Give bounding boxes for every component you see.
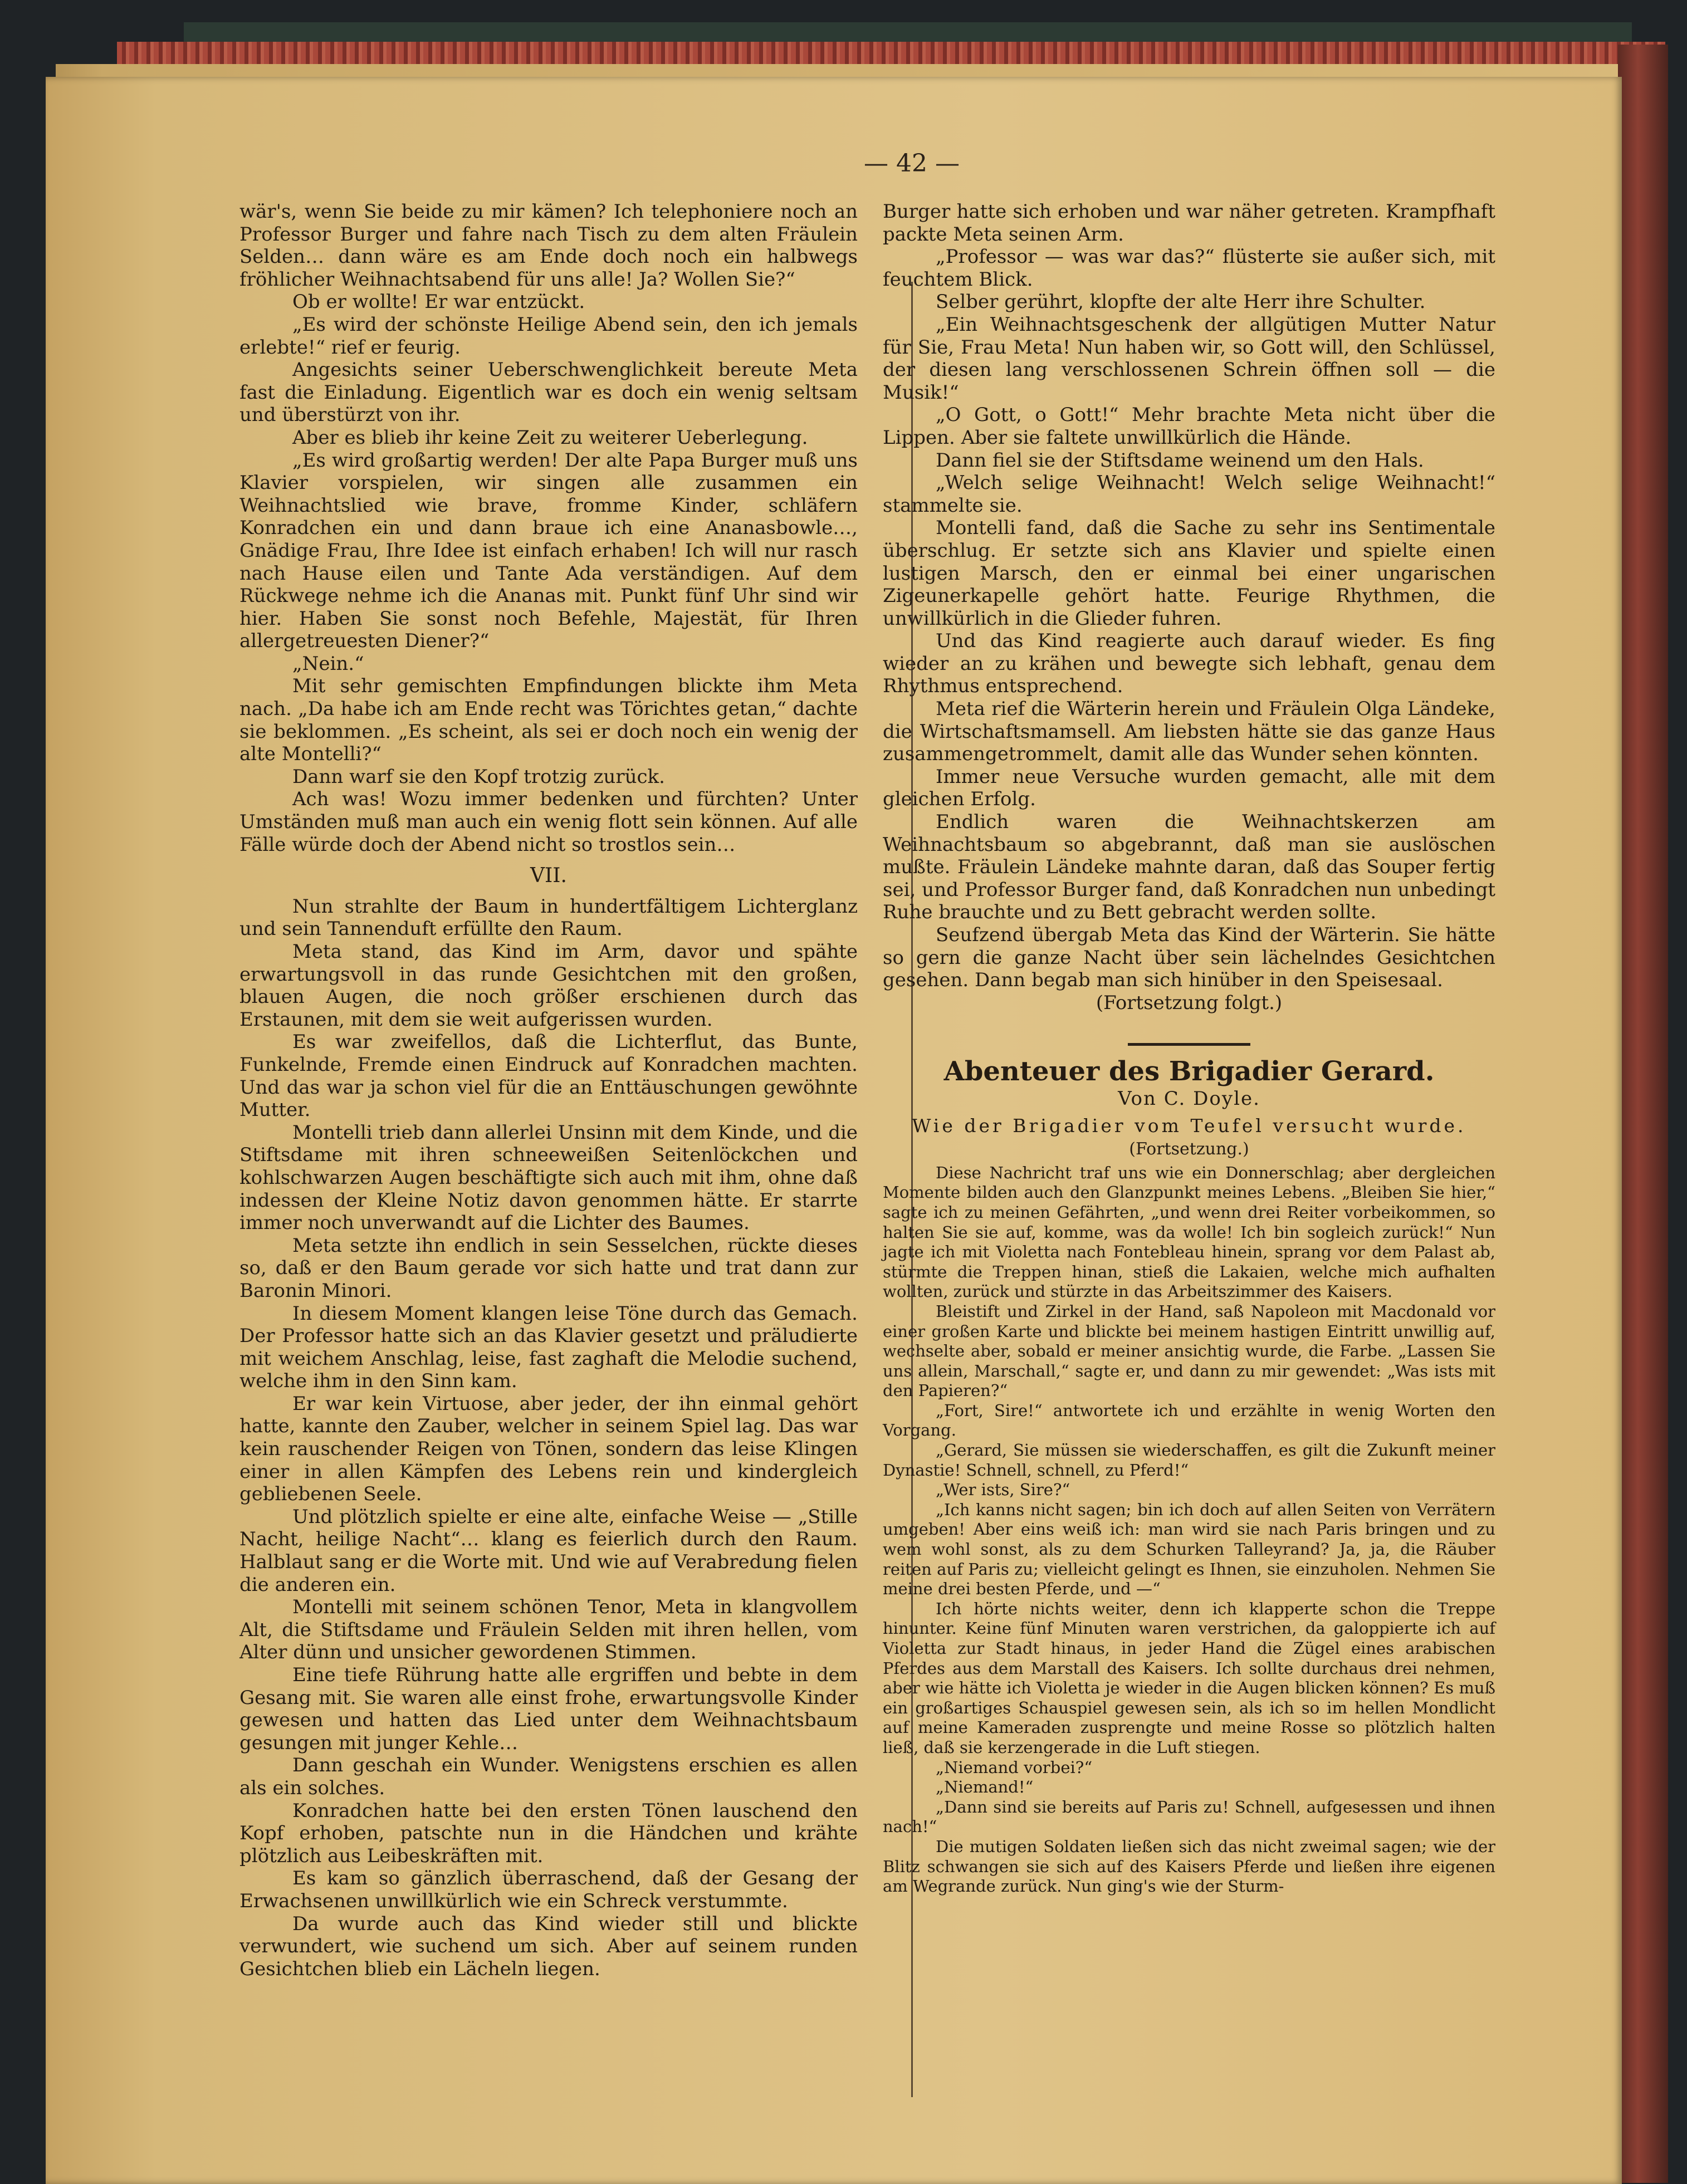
paragraph: „Welch selige Weihnacht! Welch selige Weihnacht!“ stammelte sie. xyxy=(883,472,1495,517)
paragraph: wär's, wenn Sie beide zu mir kämen? Ich telephoniere noch an Professor Burger und fahre nach Tisch zu dem alten Fräulein Selden… dann wäre es am Ende doch noch ein halbwegs fröhlicher Weihnachtsabend für uns alle! Ja? Wollen Sie?“ xyxy=(239,200,858,291)
paragraph: Diese Nachricht traf uns wie ein Donnerschlag; aber dergleichen Momente bilden auch den Glanzpunkt meines Lebens. „Bleiben Sie hier,“ sagte ich zu meinen Gefährten, „und wenn drei Reiter vorbeikommen, so halten Sie sie auf, komme, was da wolle! Ich bin sogleich zurück!“ Nun jagte ich mit Violetta nach Fontebleau hinein, sprang vor dem Palast ab, stürmte die Treppen hinan, stieß die Lakaien, welche mich aufhalten wollten, zurück und stürzte in das Arbeitszimmer des Kaisers. xyxy=(883,1163,1495,1301)
paragraph: Selber gerührt, klopfte der alte Herr ihre Schulter. xyxy=(936,291,1426,314)
paragraph: Immer neue Versuche wurden gemacht, alle mit dem gleichen Erfolg. xyxy=(883,765,1495,811)
paragraph: Montelli mit seinem schönen Tenor, Meta in klangvollem Alt, die Stiftsdame und Fräulein Selden mit ihren hellen, vom Alter dünn und unsicher gewordenen Stimmen. xyxy=(239,1596,858,1664)
paragraph: „O Gott, o Gott!“ Mehr brachte Meta nicht über die Lippen. Aber sie faltete unwillkürlich die Hände. xyxy=(883,404,1495,449)
paragraph: Mit sehr gemischten Empfindungen blickte ihm Meta nach. „Da habe ich am Ende recht was Törichtes getan,“ dachte sie beklommen. „Es scheint, als sei er doch noch ein wenig der alte Montelli?“ xyxy=(239,675,858,766)
paragraph: „Professor — was war das?“ flüsterte sie außer sich, mit feuchtem Blick. xyxy=(883,246,1495,291)
paragraph: „Dann sind sie bereits auf Paris zu! Schnell, aufgesessen und ihnen nach!“ xyxy=(883,1797,1495,1837)
paragraph: „Fort, Sire!“ antwortete ich und erzählte in wenig Worten den Vorgang. xyxy=(883,1400,1495,1440)
paragraph: Burger hatte sich erhoben und war näher getreten. Krampfhaft packte Meta seinen Arm. xyxy=(883,200,1495,246)
paragraph: „Es wird großartig werden! Der alte Papa Burger muß uns Klavier vorspielen, wir singen alle zusammen ein Weihnachtslied wie brave, fromme Kinder, schläfern Konradchen ein und dann braue ich eine Ananasbowle…, Gnädige Frau, Ihre Idee ist einfach erhaben! Ich will nur rasch nach Hause eilen und Tante Ada verständigen. Auf dem Rückwege nehme ich die Ananas mit. Punkt fünf Uhr sind wir hier. Haben Sie sonst noch Befehle, Majestät, für Ihren allergetreuesten Diener?“ xyxy=(239,449,858,653)
paragraph: Dann fiel sie der Stiftsdame weinend um den Hals. xyxy=(936,449,1424,472)
paragraph: Nun strahlte der Baum in hundertfältigem Lichterglanz und sein Tannenduft erfüllte den Raum. xyxy=(239,895,858,941)
paragraph: Ach was! Wozu immer bedenken und fürchten? Unter Umständen muß man auch ein wenig flott sein können. Auf alle Fälle würde doch der Abend nicht so trostlos sein… xyxy=(239,788,858,856)
right-column xyxy=(883,200,1495,1897)
left-column xyxy=(239,200,858,1980)
paragraph: „Niemand!“ xyxy=(936,1777,1034,1797)
paragraph: Meta stand, das Kind im Arm, davor und spähte erwartungsvoll in das runde Gesichtchen mit den großen, blauen Augen, die noch größer erschienen durch das Erstaunen, mit dem sie weit aufgerissen wurden. xyxy=(239,941,858,1031)
continued-note: (Fortsetzung folgt.) xyxy=(1096,991,1283,1014)
paragraph: Da wurde auch das Kind wieder still und blickte verwundert, wie suchend um sich. Aber auf seinem runden Gesichtchen blieb ein Lächeln liegen. xyxy=(239,1912,858,1980)
byline: Von C. Doyle. xyxy=(1118,1087,1260,1110)
paragraph: „Gerard, Sie müssen sie wiederschaffen, es gilt die Zukunft meiner Dynastie! Schnell, schnell, zu Pferd!“ xyxy=(883,1441,1495,1480)
paragraph: Konradchen hatte bei den ersten Tönen lauschend den Kopf erhoben, patschte nun in die Händchen und krähte plötzlich aus Leibeskräften mit. xyxy=(239,1799,858,1867)
paragraph: Es kam so gänzlich überraschend, daß der Gesang der Erwachsenen unwillkürlich wie ein Schreck verstummte. xyxy=(239,1867,858,1912)
paragraph: Endlich waren die Weihnachtskerzen am Weihnachtsbaum so abgebrannt, daß man sie auslöschen mußte. Fräulein Ländeke mahnte daran, daß das Souper fertig sei, und Professor Burger fand, daß Konradchen nun unbedingt Ruhe brauchte und zu Bett gebracht werden sollte. xyxy=(883,811,1495,924)
story-subtitle: Wie der Brigadier vom Teufel versucht wurde. xyxy=(912,1114,1466,1137)
paragraph: Eine tiefe Rührung hatte alle ergriffen und bebte in dem Gesang mit. Sie waren alle einst frohe, erwartungsvolle Kinder gewesen und hatten das Lied unter dem Weihnachtsbaum gesungen mit junger Kehle… xyxy=(239,1664,858,1754)
paragraph: „Es wird der schönste Heilige Abend sein, den ich jemals erlebte!“ rief er feurig. xyxy=(239,313,858,359)
paragraph: Montelli fand, daß die Sache zu sehr ins Sentimentale überschlug. Er setzte sich ans Klavier und spielte einen lustigen Marsch, den er einmal bei einer ungarischen Zigeunerkapelle gehört hatte. Feurige Rhythmen, die unwillkürlich in die Glieder fuhren. xyxy=(883,517,1495,630)
book-binding-strip xyxy=(117,42,1665,67)
paragraph: Und plötzlich spielte er eine alte, einfache Weise — „Stille Nacht, heilige Nacht“… klang es feierlich durch den Raum. Halblaut sang er die Worte mit. Und wie auf Verabredung fielen die anderen ein. xyxy=(239,1505,858,1596)
paragraph: Aber es blieb ihr keine Zeit zu weiterer Ueberlegung. xyxy=(292,426,808,449)
book-spine-edge xyxy=(1618,45,1668,2183)
paragraph: Und das Kind reagierte auch darauf wieder. Es fing wieder an zu krähen und bewegte sich lebhaft, genau dem Rhythmus entsprechend. xyxy=(883,630,1495,698)
paragraph: „Nein.“ xyxy=(292,652,364,675)
paragraph: „Niemand vorbei?“ xyxy=(936,1757,1093,1777)
paragraph: Er war kein Virtuose, aber jeder, der ihn einmal gehört hatte, kannte den Zauber, welcher in seinem Spiel lag. Das war kein rauschender Reigen von Tönen, sondern das leise Klingen einer in allen Kämpfen des Lebens rein und kindergleich gebliebenen Seele. xyxy=(239,1392,858,1506)
paragraph: „Ein Weihnachtsgeschenk der allgütigen Mutter Natur für Sie, Frau Meta! Nun haben wir, so Gott will, den Schlüssel, der diesen lang verschlossenen Schrein öffnen soll — die Musik!“ xyxy=(883,313,1495,404)
story-title: Abenteuer des Brigadier Gerard. xyxy=(943,1056,1435,1088)
paragraph: Ich hörte nichts weiter, denn ich klapperte schon die Treppe hinunter. Keine fünf Minuten waren verstrichen, da galoppierte ich auf Violetta zur Stadt hinaus, in jeder Hand die Zügel eines arabischen Pferdes aus dem Marstall des Kaisers. Ich sollte durchaus drei nehmen, aber wie hätte ich Violetta je wieder in die Augen blicken können? Es muß ein großartiges Schauspiel gewesen sein, als ich so im hellen Mondlicht auf meine Kameraden zusprengte und meine Rosse so plötzlich halten ließ, daß sie kerzengerade in die Luft stiegen. xyxy=(883,1599,1495,1757)
page-number: — 42 — xyxy=(864,149,960,178)
paragraph: „Ich kanns nicht sagen; bin ich doch auf allen Seiten von Verrätern umgeben! Aber eins weiß ich: man wird sie nach Paris bringen und zu wem wohl sonst, als zu dem Schurken Talleyrand? Ja, ja, die Räuber reiten auf Paris zu; vielleicht gelingt es Ihnen, sie einzuholen. Nehmen Sie meine drei besten Pferde, und —“ xyxy=(883,1500,1495,1599)
paragraph: Dann warf sie den Kopf trotzig zurück. xyxy=(292,765,665,788)
section-rule xyxy=(1128,1043,1250,1046)
paragraph: Dann geschah ein Wunder. Wenigstens erschien es allen als ein solches. xyxy=(239,1754,858,1799)
paragraph: Montelli trieb dann allerlei Unsinn mit dem Kinde, und die Stiftsdame mit ihren schneeweißen Seitenlöckchen und kohlschwarzen Augen beschäftigte sich auch mit ihm, ohne daß indessen der Kleine Notiz davon genommen hätte. Er starrte immer noch unverwandt auf die Lichter des Baumes. xyxy=(239,1121,858,1235)
section-heading: VII. xyxy=(530,864,567,888)
paragraph: In diesem Moment klangen leise Töne durch das Gemach. Der Professor hatte sich an das Klavier gesetzt und präludierte mit weichem Anschlag, leise, fast zaghaft die Melodie suchend, welche ihm in den Sinn kam. xyxy=(239,1302,858,1393)
paragraph: Es war zweifellos, daß die Lichterflut, das Bunte, Funkelnde, Fremde einen Eindruck auf Konradchen machten. Und das war ja schon viel für die an Enttäuschungen gewöhnte Mutter. xyxy=(239,1031,858,1122)
continuation-note: (Fortsetzung.) xyxy=(1129,1139,1249,1159)
paragraph: Meta setzte ihn endlich in sein Sesselchen, rückte dieses so, daß er den Baum gerade vor sich hatte und trat dann zur Baronin Minori. xyxy=(239,1234,858,1302)
paragraph: „Wer ists, Sire?“ xyxy=(936,1480,1070,1500)
story-body xyxy=(883,1163,1495,1897)
paragraph: Bleistift und Zirkel in der Hand, saß Napoleon mit Macdonald vor einer großen Karte und blickte bei meinem hastigen Eintritt unwillig auf, wechselte aber, sobald er meiner ansichtig wurde, die Farbe. „Lassen Sie uns allein, Marschall,“ sagte er, und dann zu mir gewendet: „Was ists mit den Papieren?“ xyxy=(883,1301,1495,1400)
paragraph: Meta rief die Wärterin herein und Fräulein Olga Ländeke, die Wirtschaftsmamsell. Am liebsten hätte sie das ganze Haus zusammengetrommelt, damit alle das Wunder sehen könnten. xyxy=(883,698,1495,766)
paragraph: Die mutigen Soldaten ließen sich das nicht zweimal sagen; wie der Blitz schwangen sie sich auf des Kaisers Pferde und ließen ihre eigenen am Wegrande zurück. Nun ging's wie der Sturm- xyxy=(883,1837,1495,1896)
paragraph: Seufzend übergab Meta das Kind der Wärterin. Sie hätte so gern die ganze Nacht über sein lächelndes Gesichtchen gesehen. Dann begab man sich hinüber in den Speisesaal. xyxy=(883,924,1495,992)
paragraph: Angesichts seiner Ueberschwenglichkeit bereute Meta fast die Einladung. Eigentlich war es doch ein wenig seltsam und überstürzt von ihr. xyxy=(239,359,858,427)
paragraph: Ob er wollte! Er war entzückt. xyxy=(292,291,585,314)
